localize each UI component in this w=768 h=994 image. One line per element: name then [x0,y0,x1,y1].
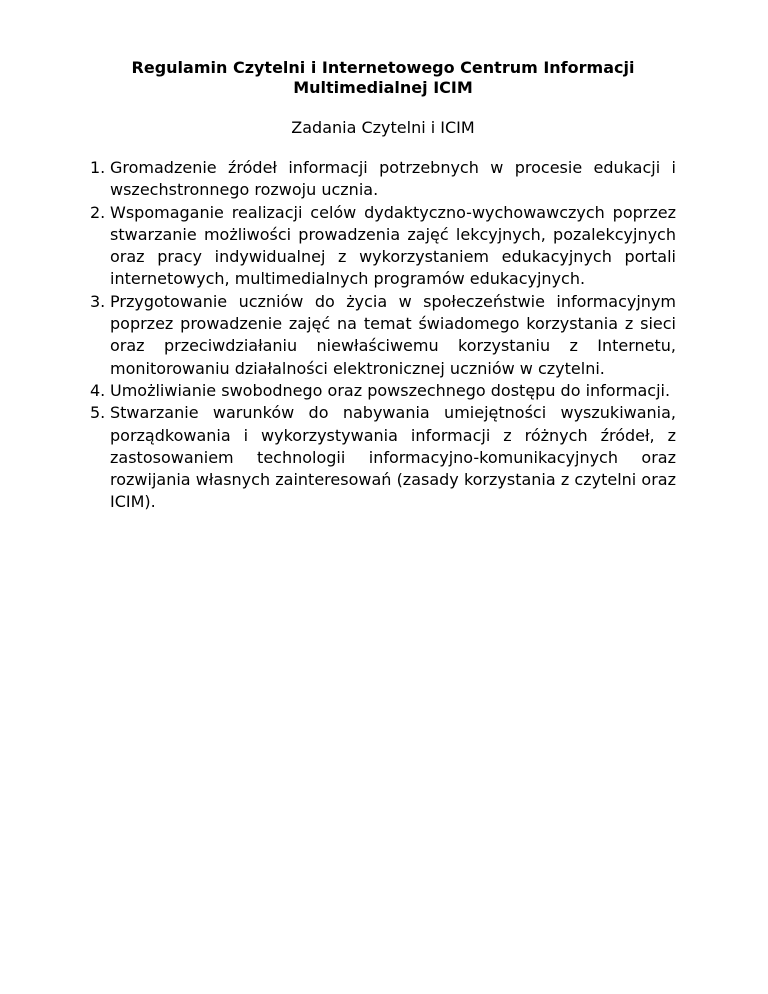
list-item-number: 3. [90,291,106,311]
document-title-line-2: Multimedialnej ICIM [293,78,473,97]
list-item-number: 2. [90,202,106,222]
list-item-number: 5. [90,403,106,423]
list-item [90,402,676,513]
document-page [90,58,676,514]
list-item-text: Gromadzenie źródeł informacji potrzebnych w procesie edukacji i wszechstronnego rozwoju ucznia. [110,158,676,200]
list-item-text: Umożliwianie swobodnego oraz powszechnego dostępu do informacji. [110,380,671,400]
list-item-text: Stwarzanie warunków do nabywania umiejętności wyszukiwania, porządkowania i wykorzystywania informacji z różnych źródeł, z zastosowaniem technologii informacyjno-komunikacyjnych oraz rozwijania własnych zainteresowań (zasady korzystania z czytelni oraz ICIM). [110,403,676,512]
section-subtitle: Zadania Czytelni i ICIM [291,118,475,137]
list-item-text: Przygotowanie uczniów do życia w społeczeństwie informacyjnym poprzez prowadzenie zajęć na temat świadomego korzystania z sieci oraz przeciwdziałaniu niewłaściwemu korzystaniu z Internetu, monitorowaniu działalności elektronicznej uczniów w czytelni. [110,291,676,378]
list-item [90,291,676,380]
document-title [90,58,676,98]
document-title-line-1: Regulamin Czytelni i Internetowego Centrum Informacji [131,58,635,77]
list-item-text: Wspomaganie realizacji celów dydaktyczno-wychowawczych poprzez stwarzanie możliwości prowadzenia zajęć lekcyjnych, pozalekcyjnych oraz pracy indywidualnej z wykorzystaniem edukacyjnych portali internetowych, multimedialnych programów edukacyjnych. [110,202,676,289]
tasks-list [90,157,676,514]
list-item [90,202,676,291]
list-item-number: 1. [90,158,106,177]
list-item-number: 4. [90,380,106,400]
list-item [90,380,676,402]
list-item [90,157,676,202]
